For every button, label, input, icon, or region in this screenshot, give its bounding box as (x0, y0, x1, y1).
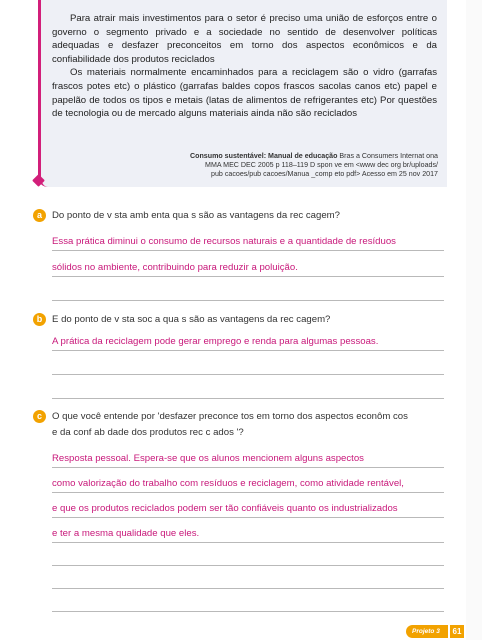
answer-rule (52, 398, 444, 399)
answer-rule (52, 542, 444, 543)
question-c-text-line-2: e da conf ab dade dos produtos rec c ados '? (52, 427, 244, 438)
quote-paragraph-2: Os materiais normalmente encaminhados para a reciclagem são o vidro (garrafas frascos potes etc) o plástico (garrafas baldes copos frascos sacolas canos etc) papel e papelão de todos os tipos e metais (latas de alimentos de refrigerantes etc) Por questões de tecnologia ou de mercado alguns materiais ainda não são reciclados (52, 67, 437, 120)
answer-rule (52, 565, 444, 566)
citation-line-3: pub cacoes/pub cacoes/Manua _comp eto pdf> Acesso em 25 nov 2017 (211, 170, 438, 179)
page-number: 61 (450, 625, 464, 638)
answer-rule (52, 300, 444, 301)
answer-rule (52, 492, 444, 493)
answer-c-line-3: e que os produtos reciclados podem ser tão confiáveis quanto os industrializados (52, 503, 398, 514)
answer-rule (52, 276, 444, 277)
question-a-badge: a (33, 209, 46, 222)
citation-line-2: MMA MEC DEC 2005 p 118–119 D spon ve em <www dec org br/uploads/ (205, 161, 438, 170)
page-edge (466, 0, 482, 640)
citation-title: Consumo sustentável: Manual de educação (190, 152, 338, 160)
citation-line-1: Bras a Consumers Internat ona (339, 152, 438, 160)
answer-c-line-2: como valorização do trabalho com resíduos e reciclagem, como atividade rentável, (52, 478, 404, 489)
answer-rule (52, 250, 444, 251)
answer-rule (52, 374, 444, 375)
answer-rule (52, 517, 444, 518)
answer-c-line-1: Resposta pessoal. Espera-se que os alunos mencionem alguns aspectos (52, 453, 364, 464)
answer-a-line-1: Essa prática diminui o consumo de recursos naturais e a quantidade de resíduos (52, 236, 396, 247)
question-c-text-line-1: O que você entende por 'desfazer preconce tos em torno dos aspectos econôm cos (52, 411, 408, 422)
answer-b-line-1: A prática da reciclagem pode gerar emprego e renda para algumas pessoas. (52, 336, 379, 347)
answer-c-line-4: e ter a mesma qualidade que eles. (52, 528, 200, 539)
question-b-text: E do ponto de v sta soc a qua s são as vantagens da rec cagem? (52, 314, 331, 325)
quote-text (52, 12, 437, 121)
question-b-badge: b (33, 313, 46, 326)
answer-rule (52, 350, 444, 351)
answer-rule (52, 467, 444, 468)
question-c-badge: c (33, 410, 46, 423)
answer-rule (52, 588, 444, 589)
section-label: Projeto 3 (406, 625, 448, 638)
citation (138, 152, 438, 180)
question-a-text: Do ponto de v sta amb enta qua s são as vantagens da rec cagem? (52, 210, 340, 221)
answer-a-line-2: sólidos no ambiente, contribuindo para reduzir a poluição. (52, 262, 298, 273)
answer-rule (52, 611, 444, 612)
quote-paragraph-1: Para atrair mais investimentos para o setor é preciso uma união de esforços entre o governo o segmento privado e a sociedade no sentido de desenvolver políticas adequadas e desfazer preconceitos em torno dos aspectos econômicos e da confiabilidade dos produtos reciclados (52, 13, 437, 65)
